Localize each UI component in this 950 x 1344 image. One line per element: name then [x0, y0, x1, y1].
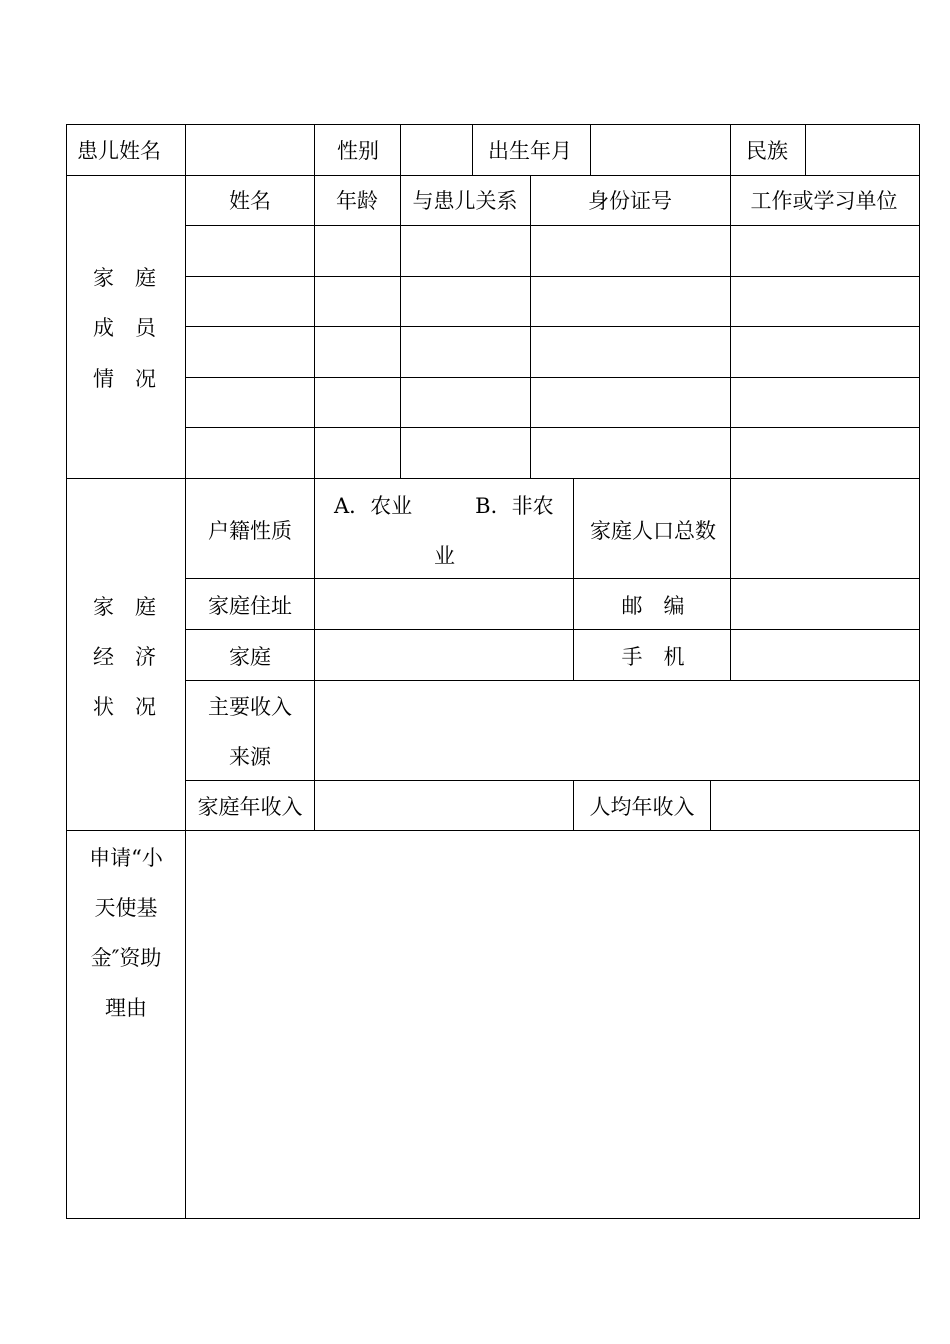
family-members-section-label: 情 况 [93, 367, 156, 391]
hukou-options[interactable]: A．农业 B．非农 [334, 494, 554, 518]
address-field[interactable] [315, 579, 573, 629]
col-divider [573, 780, 574, 830]
gender-label: 性别 [337, 139, 379, 163]
household-size-field[interactable] [731, 479, 919, 578]
home-phone-label: 家庭 [229, 645, 271, 669]
birth-date-field[interactable] [591, 125, 730, 175]
patient-name-label: 患儿姓名 [77, 139, 161, 163]
column-header-workplace: 工作或学习单位 [750, 189, 898, 213]
reason-label: 金″资助 [90, 946, 162, 970]
birth-date-label: 出生年月 [488, 139, 572, 163]
col-divider [730, 124, 731, 175]
family-members-section-label: 家 庭 [93, 266, 156, 290]
household-size-label: 家庭人口总数 [590, 519, 716, 543]
column-header-relation: 与患儿关系 [412, 189, 518, 213]
border-bottom [66, 1218, 920, 1219]
column-header-id-number: 身份证号 [588, 189, 672, 213]
border-right [919, 124, 920, 1219]
gender-field[interactable] [401, 125, 472, 175]
economic-section-label: 家 庭 [93, 595, 156, 619]
postcode-field[interactable] [731, 579, 919, 629]
economic-section-label: 经 济 [93, 645, 156, 669]
family-member-row[interactable] [186, 226, 919, 276]
ethnicity-field[interactable] [806, 125, 919, 175]
home-phone-field[interactable] [315, 630, 573, 680]
application-form [66, 124, 920, 1220]
row-divider [66, 175, 920, 176]
family-member-row[interactable] [186, 277, 919, 326]
family-member-row[interactable] [186, 428, 919, 478]
family-member-row[interactable] [186, 327, 919, 377]
reason-field[interactable] [186, 831, 919, 1218]
economic-section-label: 状 况 [93, 695, 156, 719]
per-capita-income-label: 人均年收入 [589, 795, 695, 819]
address-label: 家庭住址 [208, 594, 292, 618]
border-left [66, 124, 67, 1219]
annual-income-field[interactable] [315, 781, 573, 830]
income-source-label: 来源 [229, 745, 271, 769]
mobile-label: 手 机 [621, 645, 685, 669]
col-divider [573, 478, 574, 680]
postcode-label: 邮 编 [621, 594, 685, 618]
reason-label: 申请“小 [89, 846, 163, 870]
column-header-age: 年龄 [336, 189, 378, 213]
family-members-section-label: 成 员 [93, 316, 156, 340]
hukou-options-wrap: 业 [434, 544, 455, 568]
col-divider [314, 124, 315, 175]
per-capita-income-field[interactable] [711, 781, 919, 830]
family-member-row[interactable] [186, 378, 919, 427]
reason-label: 理由 [105, 996, 147, 1020]
reason-label: 天使基 [94, 896, 158, 920]
ethnicity-label: 民族 [746, 139, 788, 163]
col-divider [472, 124, 473, 175]
annual-income-label: 家庭年收入 [197, 795, 303, 819]
income-source-field[interactable] [315, 681, 919, 780]
hukou-label: 户籍性质 [208, 519, 292, 543]
income-source-label: 主要收入 [208, 695, 292, 719]
mobile-field[interactable] [731, 630, 919, 680]
patient-name-field[interactable] [186, 125, 314, 175]
column-header-name: 姓名 [229, 189, 271, 213]
